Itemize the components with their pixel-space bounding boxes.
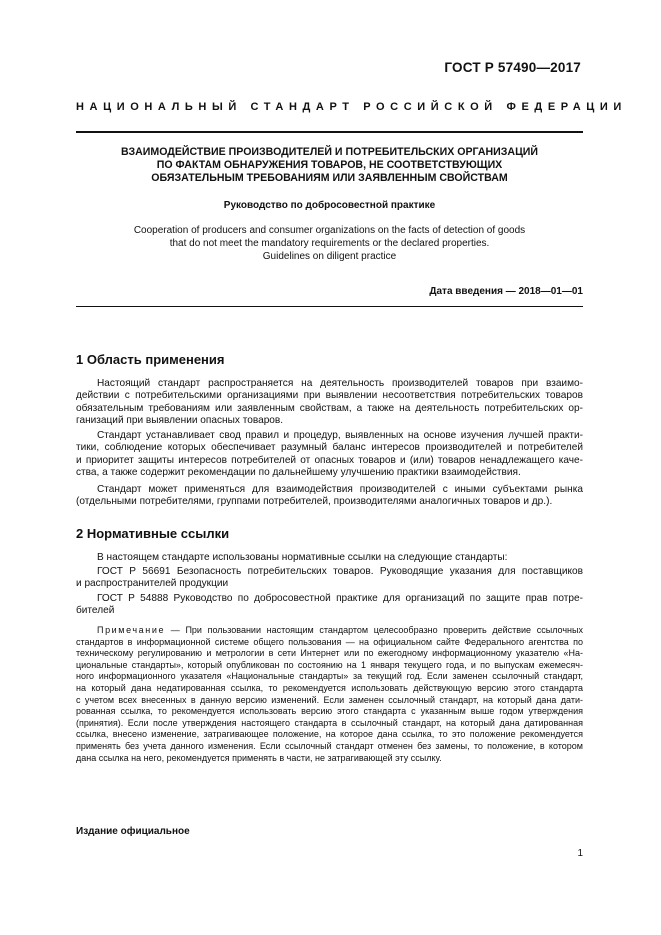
section-2-reference-2 (76, 593, 583, 618)
english-title-line: that do not meet the mandatory requirements or the declared properties. (169, 238, 490, 249)
title-line: ПО ФАКТАМ ОБНАРУЖЕНИЯ ТОВАРОВ, НЕ СООТВЕТСТВУЮЩИХ (156, 159, 503, 171)
text-line: Стандарт устанавливает свод правил и процедур, выявленных на основе изучения лучшей практи- (97, 430, 583, 441)
note-line: стандартов в информационной системе общего пользования — на официальном сайте Федерального агентства по (76, 636, 583, 647)
note-line: циональные стандарты», который опубликован по состоянию на 1 января текущего года, и по выпускам ежемесяч- (76, 659, 583, 670)
note-line: рованная ссылка, то рекомендуется использовать версию этого стандарта с указанным выше годом утверждения (76, 706, 583, 717)
date-rule (76, 306, 583, 307)
section-2-paragraph-1 (76, 552, 583, 564)
text-line: Настоящий стандарт распространяется на деятельность производителей товаров при взаимо- (97, 378, 583, 389)
introduction-date: Дата введения — 2018—01—01 (429, 286, 583, 297)
official-edition-label: Издание официальное (76, 826, 190, 837)
section-2-note (76, 625, 583, 764)
text-line: (отдельными потребителями, группами потребителей, производителями аналогичных товаров и др.). (76, 496, 553, 508)
note-line: Примечание — При пользовании настоящим стандартом целесообразно проверить действие ссылочных (97, 625, 583, 635)
section-1-paragraph-2 (76, 430, 583, 480)
header-rule (76, 131, 583, 133)
text-line: бителей (76, 605, 115, 617)
text-line: действии с потребительскими организациями при выявлении несоответствия потребительских товаров (76, 390, 583, 402)
english-title (76, 224, 583, 263)
title-line: ОБЯЗАТЕЛЬНЫМ ТРЕБОВАНИЯМ ИЛИ ЗАЯВЛЕННЫМ СВОЙСТВАМ (151, 172, 508, 184)
section-1-title: 1 Область применения (76, 352, 225, 367)
national-standard-heading: НАЦИОНАЛЬНЫЙ СТАНДАРТ РОССИЙСКОЙ ФЕДЕРАЦИИ (76, 101, 627, 113)
text-line: Стандарт может применяться для взаимодействия производителей с иными субъектами рынка (97, 484, 583, 495)
section-2-title: 2 Нормативные ссылки (76, 526, 230, 541)
text-line: обязательным требованиям или заявленным свойствам, а также на деятельность потребительских ор- (76, 402, 583, 414)
note-line: дана ссылка на него, рекомендуется применять в части, не затрагивающей эту ссылку. (76, 752, 442, 763)
page-number: 1 (577, 848, 583, 859)
note-line: с учетом всех внесенных в данную версию изменений. Если заменен ссылочный стандарт, на который дана дати- (76, 694, 583, 705)
document-subtitle: Руководство по добросовестной практике (223, 200, 436, 211)
section-1-paragraph-1 (76, 378, 583, 428)
text-line: ства, а также содержит рекомендации по дальнейшему улучшению практики взаимодействия. (76, 467, 521, 479)
english-title-line: Guidelines on diligent practice (262, 251, 397, 262)
text-line: и распространителей продукции (76, 578, 229, 590)
text-line: и приоритет защиты интересов потребителей от опасных товаров и (или) товаров ненадлежащего каче- (76, 454, 583, 466)
standard-code: ГОСТ Р 57490—2017 (444, 60, 581, 75)
note-line: ного информационного указателя «Национальные стандарты» за текущий год. Если заменен ссылочный стандарт, (76, 671, 583, 682)
note-line: техническому регулированию и метрологии в сети Интернет или по ежегодному информационному указателю «На- (76, 648, 583, 659)
note-label: Примечание (97, 625, 166, 635)
note-line: применять без учета данного изменения. Если ссылочный стандарт отменен без замены, то положение, в котором (76, 740, 583, 751)
title-line: ВЗАИМОДЕЙСТВИЕ ПРОИЗВОДИТЕЛЕЙ И ПОТРЕБИТЕЛЬСКИХ ОРГАНИЗАЦИЙ (120, 146, 539, 158)
document-title (76, 146, 583, 185)
text-line: ГОСТ Р 54888 Руководство по добросовестной практике для организаций по защите прав потре- (97, 593, 583, 604)
text-line: ганизаций при выявлении опасных товаров. (76, 415, 284, 427)
section-1-paragraph-3 (76, 484, 583, 509)
english-title-line: Cooperation of producers and consumer organizations on the facts of detection of goods (133, 225, 526, 236)
section-2-reference-1 (76, 566, 583, 591)
note-line: (принятия). Если после утверждения настоящего стандарта в ссылочный стандарт, на который дана датированная (76, 717, 583, 728)
note-line: на который дана недатированная ссылка, то рекомендуется использовать действующую версию этого стандарта (76, 682, 583, 693)
text-line: В настоящем стандарте использованы нормативные ссылки на следующие стандарты: (97, 552, 508, 563)
text-line: ГОСТ Р 56691 Безопасность потребительских товаров. Руководящие указания для поставщиков (97, 566, 583, 577)
note-line: ссылка, внесено изменение, затрагивающее положение, на которое дана ссылка, то это положение рекомендуется (76, 729, 583, 740)
text-line: тики, соблюдение которых обеспечивает разумный баланс интересов производителей и потребителей (76, 442, 583, 454)
